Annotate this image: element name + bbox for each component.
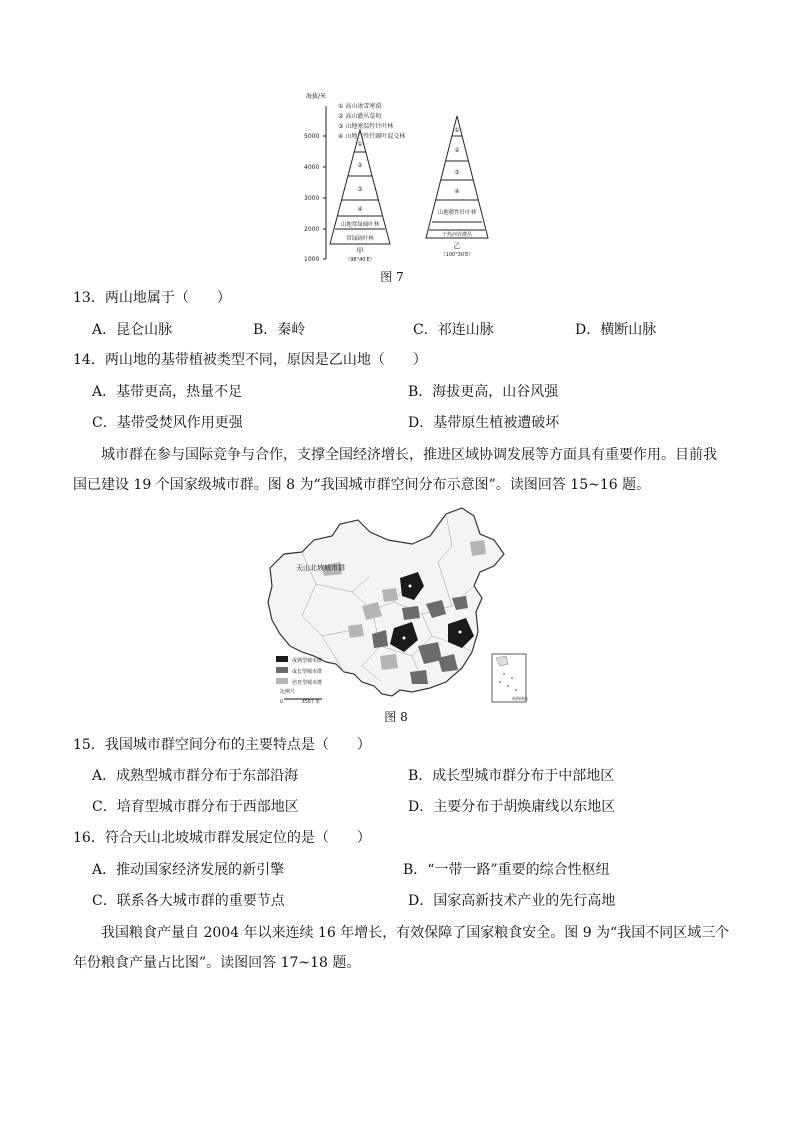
zone-label: ④ — [357, 206, 363, 213]
mountain-name: 甲 — [356, 247, 364, 255]
y-axis-label: 海拔/米 — [306, 93, 327, 100]
q15-option-c[interactable]: C．培育型城市群分布于西部地区 — [92, 799, 299, 815]
zone-label: 山地常绿阔叶林 — [340, 222, 380, 228]
figure-8 — [262, 506, 532, 706]
q15-option-d[interactable]: D．主要分布于胡焕庸线以东地区 — [408, 799, 616, 815]
question-15-stem: 15．我国城市群空间分布的主要特点是（ ） — [73, 737, 371, 753]
zone-label: 干热河谷灌丛 — [441, 232, 473, 238]
q16-option-d[interactable]: D．国家高新技术产业的先行高地 — [408, 893, 616, 909]
mountain-longitude: （98°40′E） — [345, 257, 375, 263]
zone-label: 常绿阔叶林 — [346, 236, 374, 242]
figure-8-caption: 图 8 — [384, 710, 408, 724]
passage-grain-output — [73, 918, 730, 978]
zone-label: 山地暖性针叶林 — [437, 210, 477, 216]
zone-label: ② — [357, 162, 363, 169]
question-14-stem: 14．两山地的基带植被类型不同，原因是乙山地（ ） — [73, 352, 427, 368]
china-city-cluster-map — [262, 506, 532, 706]
y-tick: 5000 — [304, 133, 320, 140]
zone-label: ① — [454, 127, 460, 134]
legend-item: ① 高山冰雪寒漠 — [338, 103, 382, 110]
legend-item: ③ 山地寒温性针叶林 — [338, 123, 394, 130]
q15-option-b[interactable]: B．成长型城市群分布于中部地区 — [408, 768, 615, 784]
question-16-stem: 16．符合天山北坡城市群发展定位的是（ ） — [73, 830, 371, 846]
mountain-yi — [426, 116, 488, 238]
q15-option-a[interactable]: A．成熟型城市群分布于东部沿海 — [92, 768, 299, 784]
inset-label: 南海诸岛 — [512, 696, 528, 701]
y-tick: 4000 — [304, 164, 320, 171]
q14-option-c[interactable]: C．基带受焚风作用更强 — [92, 415, 243, 431]
legend-item: 成长型城市群 — [292, 669, 323, 675]
passage-line: 年份粮食产量占比图”。读图回答 17~18 题。 — [73, 955, 361, 971]
q16-option-b[interactable]: B．“一带一路”重要的综合性枢纽 — [403, 862, 610, 878]
zone-label: ③ — [357, 186, 363, 193]
zone-label: ① — [357, 141, 363, 148]
label-tianshan-cluster: 天山北坡城市群 — [296, 564, 345, 572]
mountain-name: 乙 — [453, 242, 461, 250]
legend-item: 成熟型城市群 — [292, 658, 323, 664]
passage-line: 我国粮食产量自 2004 年以来连续 16 年增长，有效保障了国家粮食安全。图 9 为“我国不同区域三个 — [101, 925, 730, 941]
q13-option-d[interactable]: D．横断山脉 — [575, 322, 657, 338]
legend-item: 培育型城市群 — [292, 680, 323, 686]
figure-7 — [300, 88, 500, 266]
q13-option-a[interactable]: A．昆仑山脉 — [92, 322, 173, 338]
zone-label: ③ — [454, 169, 460, 176]
scale-value: 0 — [280, 700, 283, 705]
y-tick: 1000 — [304, 256, 320, 263]
q13-option-b[interactable]: B．秦岭 — [253, 322, 306, 338]
y-tick: 3000 — [304, 195, 320, 202]
q14-option-a[interactable]: A．基带更高，热量不足 — [92, 384, 243, 400]
legend-item: ④ 山地温性针阔叶混交林 — [338, 133, 406, 140]
q14-option-d[interactable]: D．基带原生植被遭破坏 — [408, 415, 560, 431]
passage-line: 国已建设 19 个国家级城市群。图 8 为“我国城市群空间分布示意图”。读图回答 15~16 题。 — [73, 477, 651, 493]
zone-label: ② — [454, 147, 460, 154]
q16-option-a[interactable]: A．推动国家经济发展的新引擎 — [92, 862, 285, 878]
q13-option-c[interactable]: C．祁连山脉 — [413, 322, 494, 338]
scale-label: 比例尺 — [280, 689, 296, 695]
y-tick: 2000 — [304, 226, 320, 233]
passage-city-clusters — [73, 440, 717, 500]
map-legend — [276, 656, 322, 705]
q16-option-c[interactable]: C．联系各大城市群的重要节点 — [92, 893, 285, 909]
south-sea-inset — [492, 654, 528, 702]
figure-7-caption: 图 7 — [380, 270, 404, 284]
mountain-longitude: （100°30′E） — [440, 252, 474, 258]
zone-label: ④ — [454, 188, 460, 195]
question-13-stem: 13．两山地属于（ ） — [73, 290, 231, 306]
q14-option-b[interactable]: B．海拔更高，山谷风强 — [408, 384, 559, 400]
passage-line: 城市群在参与国际竞争与合作，支撑全国经济增长，推进区域协调发展等方面具有重要作用。目前我 — [101, 447, 717, 463]
scale-value: 450千米 — [302, 700, 320, 705]
legend-item: ② 高山灌丛草甸 — [338, 113, 382, 120]
vegetation-zone-diagram — [300, 88, 500, 266]
